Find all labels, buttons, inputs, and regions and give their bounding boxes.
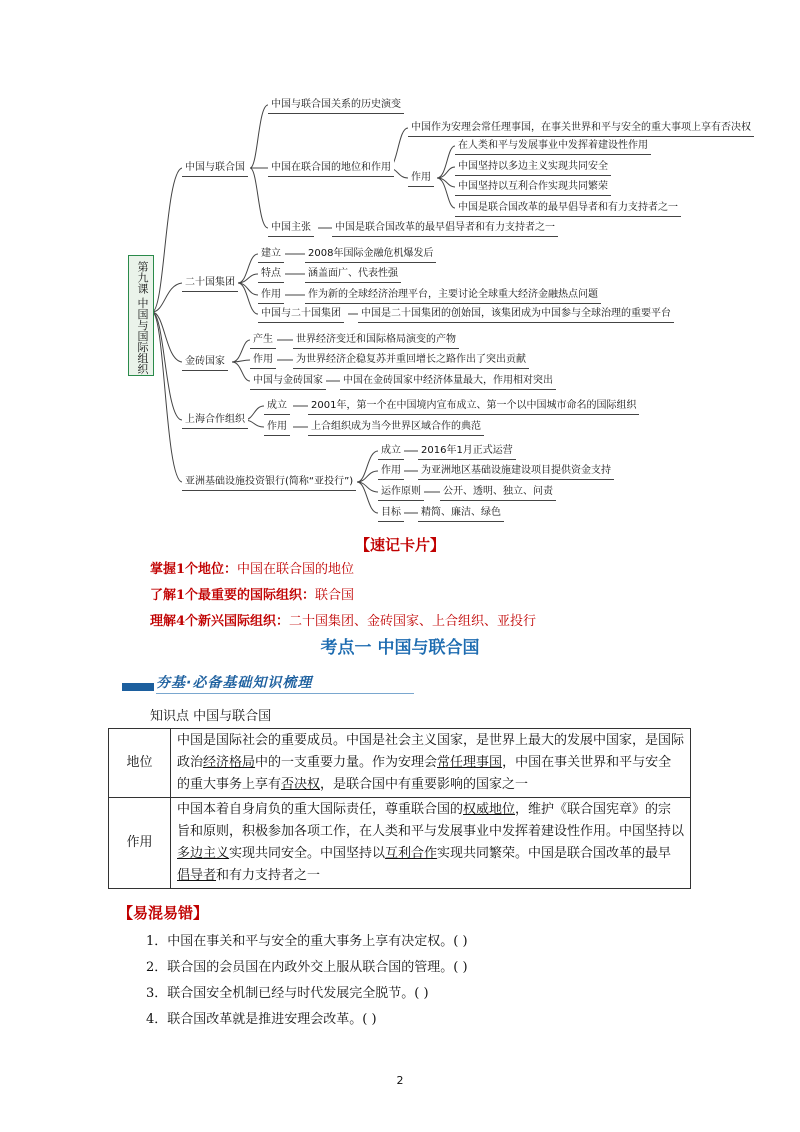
branch-sco: 上海合作组织 xyxy=(182,412,248,429)
quiz-item: 3．联合国安全机制已经与时代发展完全脱节。( ) xyxy=(146,986,429,1001)
branch-un: 中国与联合国 xyxy=(182,160,248,177)
node-key: 成立 xyxy=(264,398,290,415)
node-key: 中国与金砖国家 xyxy=(250,373,326,390)
text: 中的一支重要力量。作为安理会 xyxy=(255,755,438,770)
node-value: 中国是二十国集团的创始国，该集团成为中国参与全球治理的重要平台 xyxy=(358,306,674,323)
node-key: 建立 xyxy=(258,246,284,263)
node-claim-label: 中国主张 xyxy=(268,220,314,237)
node-key: 目标 xyxy=(378,505,404,522)
quiz-item: 4．联合国改革就是推进安理会改革。( ) xyxy=(146,1012,377,1027)
banner-bar xyxy=(122,683,154,691)
node-key: 产生 xyxy=(250,332,276,349)
node-key: 作用 xyxy=(250,352,276,369)
node-value: 公开、透明、独立、问责 xyxy=(440,484,556,501)
text: 实现共同繁荣。中国是联合国改革的最早 xyxy=(437,846,672,861)
node-history: 中国与联合国关系的历史演变 xyxy=(268,97,404,114)
node-role: 在人类和平与发展事业中发挥着建设性作用 xyxy=(455,138,651,155)
node-value: 为世界经济企稳复苏并重回增长之路作出了突出贡献 xyxy=(293,352,529,369)
card-line-label: 理解4个新兴国际组织： xyxy=(150,614,290,629)
text: ，中国在事关世界和平与安全的重大事务上享有 xyxy=(177,755,672,792)
node-status: 中国在联合国的地位和作用 xyxy=(268,160,394,177)
card-line-value: 联合国 xyxy=(315,588,355,603)
quiz-item: 2．联合国的会员国在内政外交上服从联合国的管理。( ) xyxy=(146,960,468,975)
card-line-value: 中国在联合国的地位 xyxy=(237,562,355,577)
mind-map-root: 第九课 中国与国际组织 xyxy=(128,255,154,376)
node-value: 上合组织成为当今世界区域合作的典范 xyxy=(308,419,484,436)
section-banner xyxy=(122,672,414,694)
node-key: 作用 xyxy=(264,419,290,436)
page-number: 2 xyxy=(396,1074,404,1087)
banner-underline xyxy=(156,693,414,694)
branch-g20: 二十国集团 xyxy=(182,275,238,292)
quiz-item: 1．中国在事关和平与安全的重大事务上享有决定权。( ) xyxy=(146,934,468,949)
knowledge-table xyxy=(108,728,691,889)
node-key: 中国与二十国集团 xyxy=(258,306,344,323)
table-row xyxy=(109,798,691,889)
node-value: 精简、廉洁、绿色 xyxy=(418,505,504,522)
underlined-term: 权威地位 xyxy=(463,802,516,817)
node-value: 2001年，第一个在中国境内宣布成立、第一个以中国城市命名的国际组织 xyxy=(308,398,639,415)
underlined-term: 经济格局 xyxy=(203,755,256,770)
banner-text: 夯基·必备基础知识梳理 xyxy=(156,675,313,691)
text: ，维护《联合国宪章》的宗旨和原则，积极参加各项工作，在人类和平与发展事业中发挥着建设性作用。中国坚持以 xyxy=(177,802,685,839)
text: 实现共同安全。中国坚持以 xyxy=(229,846,386,861)
node-key: 成立 xyxy=(378,443,404,460)
underlined-term: 互利合作 xyxy=(385,846,438,861)
node-role: 中国坚持以互利合作实现共同繁荣 xyxy=(455,179,611,196)
row-content xyxy=(171,729,691,798)
mind-map xyxy=(0,0,800,530)
row-label: 地位 xyxy=(109,729,171,798)
card-title: 【速记卡片】 xyxy=(354,536,445,554)
card-line xyxy=(150,558,354,577)
underlined-term: 倡导者 xyxy=(177,868,217,883)
card-line-label: 掌握1个地位： xyxy=(150,562,238,577)
text: ，是联合国中有重要影响的国家之一 xyxy=(320,777,529,792)
node-key: 运作原则 xyxy=(378,484,424,501)
text: 中国本着自身肩负的重大国际责任，尊重联合国的 xyxy=(177,802,464,817)
card-line xyxy=(150,610,536,629)
underlined-term: 否决权 xyxy=(281,777,321,792)
node-value: 2016年1月正式运营 xyxy=(418,443,516,460)
node-key: 特点 xyxy=(258,266,284,283)
node-key: 作用 xyxy=(258,287,284,304)
errors-title: 【易混易错】 xyxy=(118,904,209,922)
text: 中国是国际社会的重要成员。中国是社会主义国家，是世界上最大的发展中国家，是国际政治 xyxy=(177,733,685,770)
node-value: 世界经济变迁和国际格局演变的产物 xyxy=(293,332,459,349)
branch-brics: 金砖国家 xyxy=(182,354,228,371)
node-role: 中国坚持以多边主义实现共同安全 xyxy=(455,159,611,176)
node-value: 为亚洲地区基础设施建设项目提供资金支持 xyxy=(418,463,614,480)
row-content xyxy=(171,798,691,889)
section-title: 考点一 中国与联合国 xyxy=(320,638,480,658)
node-value: 作为新的全球经济治理平台，主要讨论全球重大经济金融热点问题 xyxy=(305,287,601,304)
underlined-term: 多边主义 xyxy=(177,846,230,861)
underlined-term: 常任理事国 xyxy=(437,755,503,770)
knowledge-point: 知识点 中国与联合国 xyxy=(150,709,272,724)
row-label: 作用 xyxy=(109,798,171,889)
node-veto: 中国作为安理会常任理事国，在事关世界和平与安全的重大事项上享有否决权 xyxy=(408,120,754,137)
node-value: 2008年国际金融危机爆发后 xyxy=(305,246,436,263)
card-line-label: 了解1个最重要的国际组织： xyxy=(150,588,316,603)
node-role-label: 作用 xyxy=(408,170,434,187)
table-row xyxy=(109,729,691,798)
card-line-value: 二十国集团、金砖国家、上合组织、亚投行 xyxy=(289,614,537,629)
node-value: 涵盖面广、代表性强 xyxy=(305,266,401,283)
card-line xyxy=(150,584,354,603)
node-value: 中国在金砖国家中经济体量最大，作用相对突出 xyxy=(340,373,556,390)
node-claim: 中国是联合国改革的最早倡导者和有力支持者之一 xyxy=(332,220,558,237)
text: 和有力支持者之一 xyxy=(216,868,321,883)
node-key: 作用 xyxy=(378,463,404,480)
branch-aiib: 亚洲基础设施投资银行(简称“亚投行”) xyxy=(182,474,356,491)
node-role: 中国是联合国改革的最早倡导者和有力支持者之一 xyxy=(455,200,681,217)
